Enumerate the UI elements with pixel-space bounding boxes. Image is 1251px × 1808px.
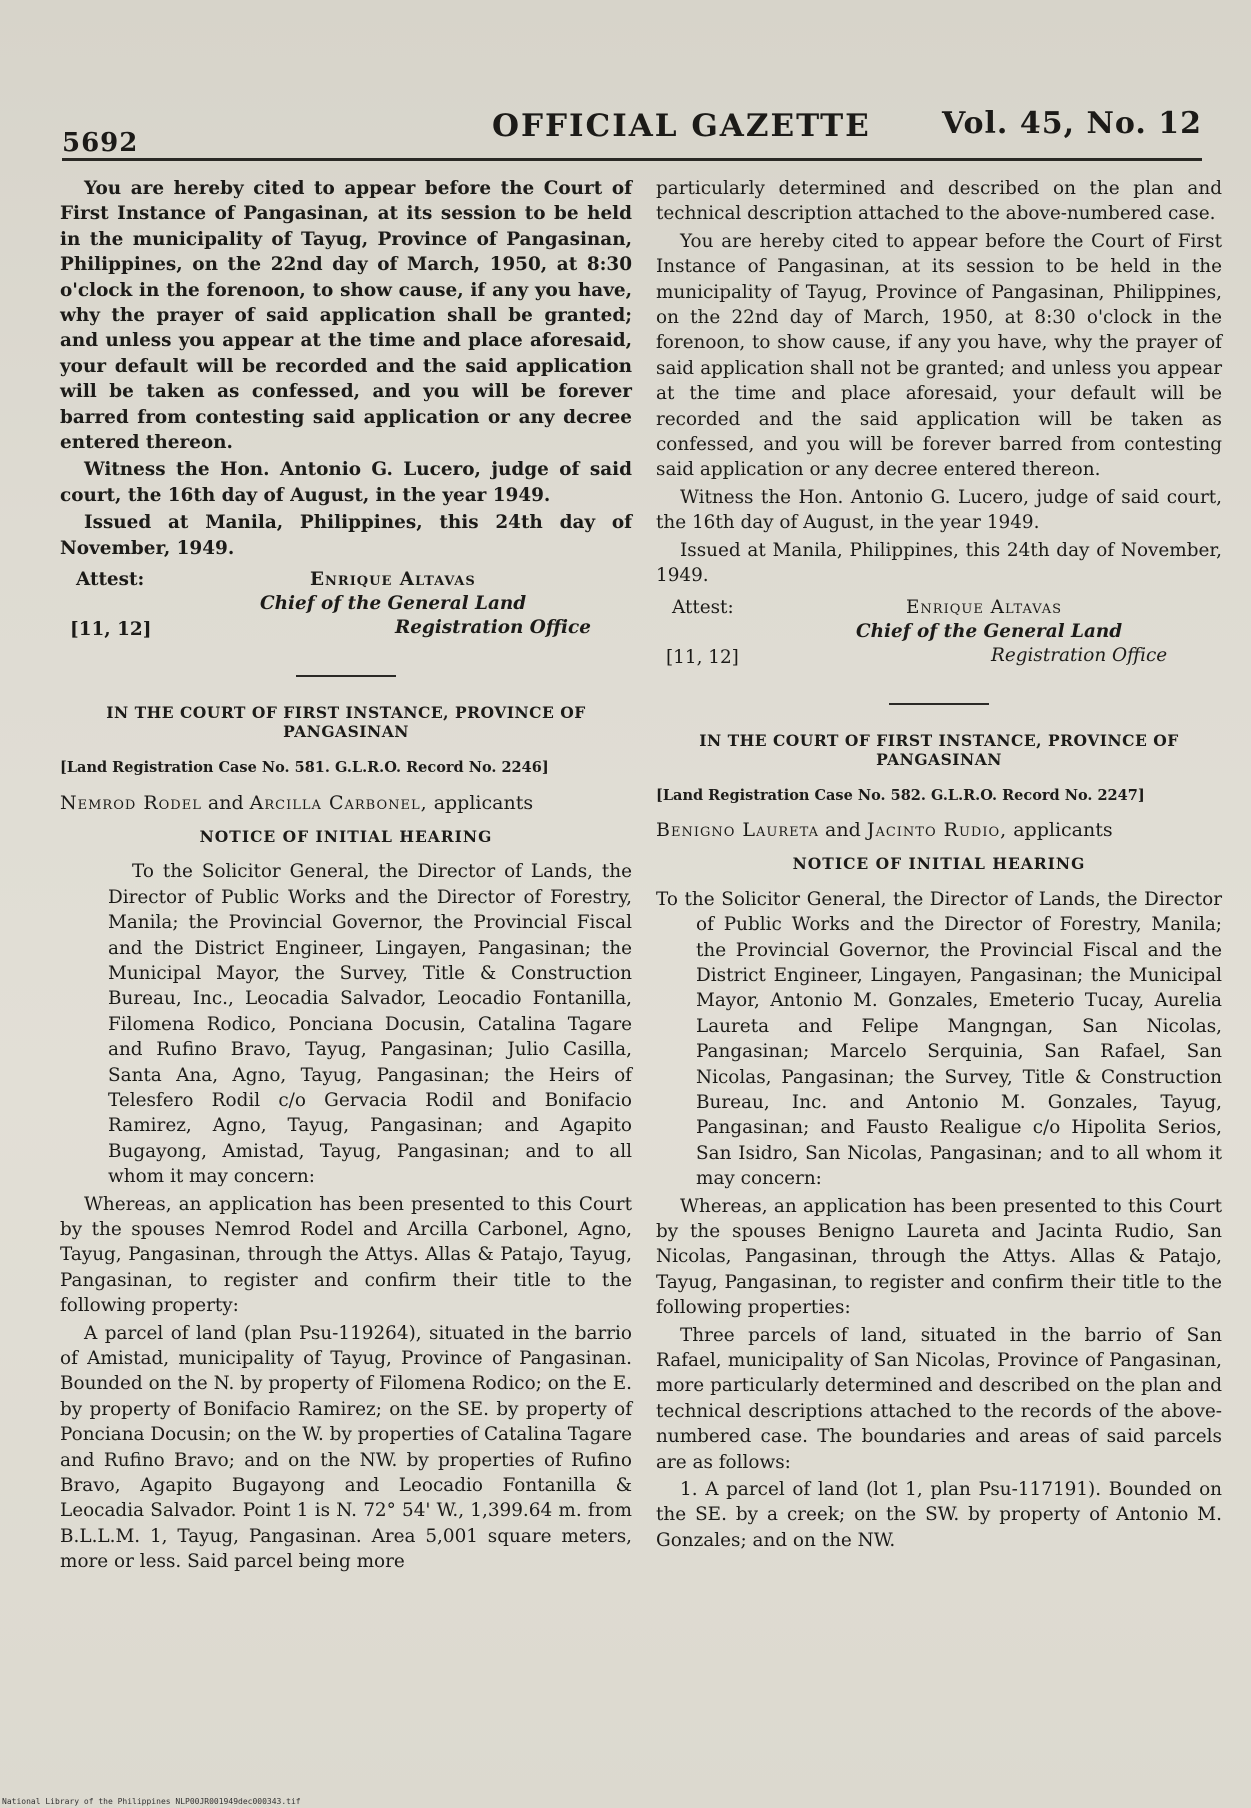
- left-witness-paragraph: Witness the Hon. Antonio G. Lucero, judge of said court, the 16th day of August, in the year 1949.: [60, 459, 632, 506]
- left-issued-paragraph: Issued at Manila, Philippines, this 24th day of November, 1949.: [60, 512, 632, 559]
- case-reference: [Land Registration Case No. 582. G.L.R.O. Record No. 2247]: [656, 786, 1145, 804]
- right-citation-paragraph: You are hereby cited to appear before the Court of First Instance of Pangasinan, at its session to be held in the municipality of Tayug, Province of Pangasinan, Philippines, on the 22nd day of March, 1950, at 8:30 o'clock in the forenoon, to show cause, if any you have, why the prayer of said application shall not be granted; and unless you appear at the time and place aforesaid, your default will be recorded and the said application will be taken as confessed, and you will be forever barred from contesting said application or any decree entered thereon.: [656, 230, 1222, 481]
- addressee-paragraph: To the Solicitor General, the Director of Lands, the Director of Public Works and the Director of Forestry, Manila; the Provincial Governor, the Provincial Fiscal and the District Engineer, Lingayen, Pangasinan; the Municipal Mayor, the Survey, Title & Construction Bureau, Inc., Leocadia Salvador, Leocadio Fontanilla, Filomena Rodico, Ponciana Docusin, Catalina Tagare and Rufino Bravo, Tayug, Pangasinan; Julio Casilla, Santa Ana, Agno, Tayug, Pangasinan; the Heirs of Telesfero Rodil c/o Gervacia Rodil and Bonifacio Ramirez, Agno, Tayug, Pangasinan; and Agapito Bugayong, Amistad, Tayug, Pangasinan; and to all whom it may concern:: [108, 861, 632, 1188]
- applicants-line: Benigno Laureta and Jacinto Rudio, applicants: [656, 818, 1113, 841]
- attest-label: Attest:: [76, 569, 145, 591]
- notice-heading: NOTICE OF INITIAL HEARING: [792, 854, 1086, 874]
- scan-footer: National Library of the Philippines NLP00JR001949dec000343.tif: [2, 1797, 301, 1806]
- court-heading: IN THE COURT OF FIRST INSTANCE, PROVINCE OF PANGASINAN: [106, 703, 586, 742]
- right-issued-paragraph: Issued at Manila, Philippines, this 24th day of November, 1949.: [656, 539, 1222, 587]
- left-column: [60, 176, 632, 1577]
- signatory-title-line2: Registration Office: [991, 644, 1168, 666]
- application-paragraph: Whereas, an application has been presented to this Court by the spouses Benigno Laureta and Jacinta Rudio, San Nicolas, Pangasinan, through the Attys. Allas & Patajo, Tayug, Pangasinan, to register and confirm their title to the following properties:: [656, 1195, 1222, 1319]
- signatory-title-line1: Chief of the General Land: [260, 593, 527, 615]
- page-number: 5692: [62, 128, 139, 158]
- signatory-name: Enrique Altavas: [310, 569, 476, 591]
- applicant-2: Jacinto Rudio,: [866, 818, 1008, 841]
- application-paragraph: Whereas, an application has been presented to this Court by the spouses Nemrod Rodel and Arcilla Carbonel, Agno, Tayug, Pangasinan, through the Attys. Allas & Patajo, Tayug, Pangasinan, to register and confirm their title to the following property:: [60, 1193, 632, 1317]
- applicant-1: Benigno Laureta: [656, 818, 820, 841]
- notice-heading: NOTICE OF INITIAL HEARING: [199, 826, 493, 846]
- attest-label: Attest:: [672, 596, 734, 618]
- addressee-paragraph: To the Solicitor General, the Director of Lands, the Director of Public Works and the Director of Forestry, Manila; the Provincial Governor, the Provincial Fiscal and the District Engineer, Lingayen, Pangasinan; the Municipal Mayor, Antonio M. Gonzales, Emeterio Tucay, Aurelia Laureta and Felipe Mangngan, San Nicolas, Pangasinan; Marcelo Serquinia, San Rafael, San Nicolas, Pangasinan; the Survey, Title & Construction Bureau, Inc. and Antonio M. Gonzales, Tayug, Pangasinan; and Fausto Realigue c/o Hipolita Serios, San Isidro, San Nicolas, Pangasinan; and to all whom it may concern:: [656, 888, 1222, 1190]
- properties-paragraph: Three parcels of land, situated in the barrio of San Rafael, municipality of San Nicolas, Province of Pangasinan, more particularly determined and described on the plan and technical descriptions attached to the records of the above-numbered case. The boundaries and areas of said parcels are as follows:: [656, 1324, 1222, 1473]
- applicants-line: Nemrod Rodel and Arcilla Carbonel, applicants: [60, 791, 534, 814]
- volume-number: Vol. 45, No. 12: [942, 106, 1202, 141]
- right-continuation-paragraph: particularly determined and described on the plan and technical description attached to the above-numbered case.: [656, 178, 1222, 225]
- header-rule: [62, 158, 1202, 161]
- property-description-paragraph: A parcel of land (plan Psu-119264), situated in the barrio of Amistad, municipality of Tayug, Province of Pangasinan. Bounded on the N. by property of Filomena Rodico; on the E. by property of Bonifacio Ramirez; on the SE. by property of Ponciana Docusin; on the W. by properties of Catalina Tagare and Rufino Bravo; and on the NW. by properties of Rufino Bravo, Agapito Bugayong and Leocadio Fontanilla & Leocadia Salvador. Point 1 is N. 72° 54' W., 1,399.64 m. from B.L.L.M. 1, Tayug, Pangasinan. Area 5,001 square meters, more or less. Said parcel being more: [60, 1322, 632, 1573]
- right-column: [656, 176, 1222, 1555]
- section-divider: [296, 675, 396, 677]
- case-reference: [Land Registration Case No. 581. G.L.R.O. Record No. 2246]: [60, 759, 549, 777]
- signatory-name: Enrique Altavas: [906, 596, 1063, 618]
- court-heading: IN THE COURT OF FIRST INSTANCE, PROVINCE OF PANGASINAN: [699, 730, 1179, 769]
- issue-code: [11, 12]: [666, 646, 739, 668]
- parcel-1-paragraph: 1. A parcel of land (lot 1, plan Psu-117191). Bounded on the SE. by a creek; on the SW. by property of Antonio M. Gonzales; and on the NW.: [656, 1479, 1222, 1551]
- section-divider: [889, 703, 989, 705]
- left-signature-block: [60, 567, 632, 655]
- applicant-2: Arcilla Carbonel,: [249, 791, 428, 814]
- right-signature-block: [656, 595, 1222, 683]
- publication-title: OFFICIAL GAZETTE: [492, 108, 871, 144]
- left-citation-paragraph: You are hereby cited to appear before the Court of First Instance of Pangasinan, at its session to be held in the municipality of Tayug, Province of Pangasinan, Philippines, on the 22nd day of March, 1950, at 8:30 o'clock in the forenoon, to show cause, if any you have, why the prayer of said application shall be granted; and unless you appear at the time and place aforesaid, your default will be recorded and the said application will be taken as confessed, and you will be forever barred from contesting said application or any decree entered thereon.: [60, 178, 632, 454]
- issue-code: [11, 12]: [70, 619, 152, 641]
- applicant-1: Nemrod Rodel: [60, 791, 202, 814]
- page-header: [62, 104, 1202, 158]
- right-witness-paragraph: Witness the Hon. Antonio G. Lucero, judge of said court, the 16th day of August, in the year 1949.: [656, 486, 1222, 534]
- signatory-title-line2: Registration Office: [395, 617, 591, 639]
- signatory-title-line1: Chief of the General Land: [856, 620, 1123, 642]
